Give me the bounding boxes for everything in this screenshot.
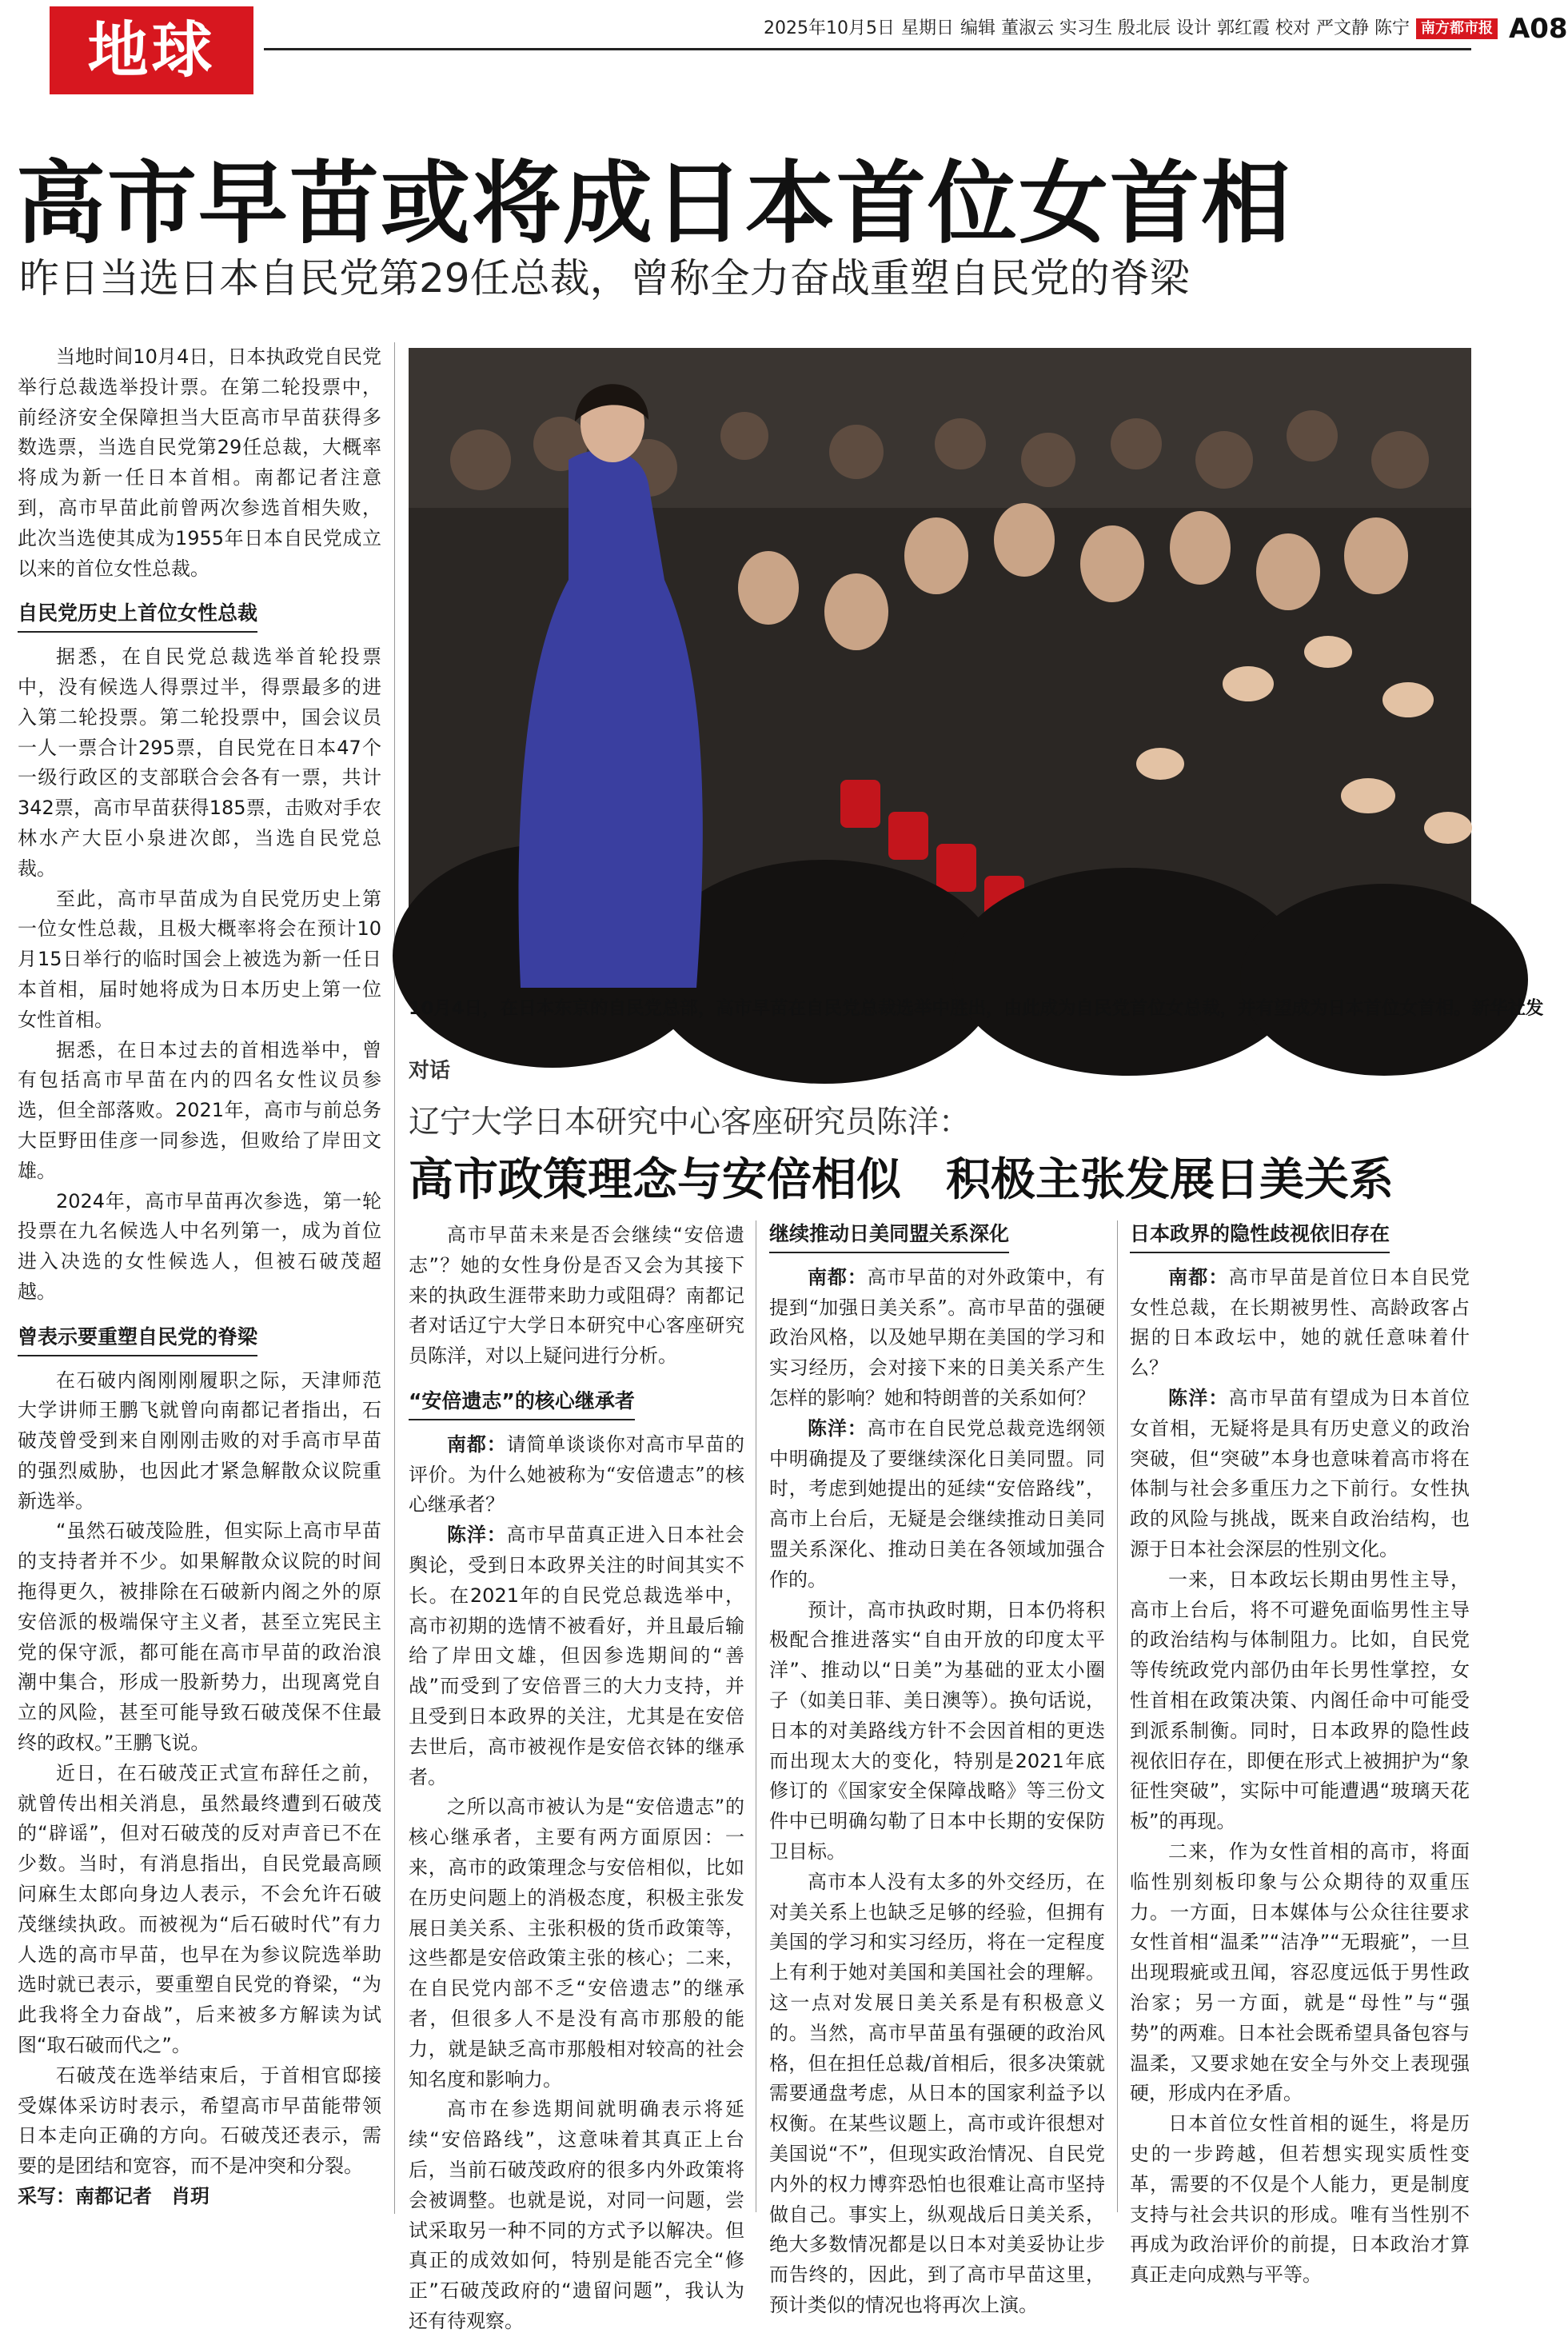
interview-label: 对话 xyxy=(409,1059,451,1083)
issue-weekday: 星期日 xyxy=(900,18,954,38)
page-subhead: 昨日当选日本自民党第29任总裁，曾称全力奋战重塑自民党的脊梁 xyxy=(19,255,1190,302)
article-subheading: 曾表示要重塑自民党的脊梁 xyxy=(18,1322,257,1356)
interview-column-3 xyxy=(1130,1203,1470,2291)
article-paragraph: 石破茂在选举结束后，于首相官邸接受媒体采访时表示，希望高市早苗能带领日本走向正确的方向。石破茂还表示，需要的是团结和宽容，而不是冲突和分裂。 xyxy=(18,2063,381,2178)
answer-paragraph: 二来，作为女性首相的高市，将面临性别刻板印象与公众期待的双重压力。一方面，日本媒体与公众往往要求女性首相“温柔”“洁净”“无瑕疵”，一旦出现瑕疵或丑闻，容忍度远低于男性政治家；另一方面，就是“母性”与“强势”的两难。日本社会既希望具备包容与温柔，又要求她在安全与外交上表现强硬，形成内在矛盾。 xyxy=(1130,1840,1470,2105)
photo-illustration xyxy=(409,348,1471,988)
answer-speaker: 陈洋： xyxy=(1168,1386,1229,1409)
issue-date: 2025年10月5日 xyxy=(764,18,895,38)
left-article-column xyxy=(18,342,381,2212)
column-divider xyxy=(394,342,395,2214)
article-subheading: 自民党历史上首位女性总裁 xyxy=(18,598,257,633)
answer-paragraph: 高市本人没有太多的外交经历，在对美关系上也缺乏足够的经验，但拥有美国的学习和实习经历，将在一定程度上有利于她对美国和美国社会的理解。这一点对发展日美关系是有积极意义的。当然，高市早苗虽有强硬的政治风格，但在担任总裁/首相后，很多决策就需要通盘考虑，从日本的国家利益予以权衡。在某些议题上，高市或许很想对美国说“不”，但现实政治情况、自民党内外的权力博弈恐怕也很难让高市坚持做自己。事实上，纵观战后日美关系，绝大多数情况都是以日本对美妥协让步而告终的，因此，到了高市早苗这里，预计类似的情况也将再次上演。 xyxy=(769,1870,1105,2316)
question-text: 请简单谈谈你对高市早苗的评价。为什么她被称为“安倍遗志”的核心继承者？ xyxy=(409,1432,745,1516)
answer-speaker: 陈洋： xyxy=(808,1416,868,1440)
interview-subheading: 日本政界的隐性歧视依旧存在 xyxy=(1130,1219,1390,1253)
article-paragraph: 据悉，在日本过去的首相选举中，曾有包括高市早苗在内的四名女性议员参选，但全部落败。2021年，高市与前总务大臣野田佳彦一同参选，但败给了岸田文雄。 xyxy=(18,1038,381,1182)
interview-subheading: “安倍遗志”的核心继承者 xyxy=(409,1386,635,1420)
column-divider xyxy=(1117,1220,1118,2212)
question-speaker: 南都： xyxy=(808,1265,868,1288)
section-tag: 地球 xyxy=(50,6,253,94)
interview-column-2 xyxy=(769,1203,1105,2321)
interview-subheading: 继续推动日美同盟关系深化 xyxy=(769,1219,1009,1253)
news-photo xyxy=(409,348,1471,988)
photo-caption: 10月4日，在日本东京的自民党总部，高市早苗在自民党总裁选举中胜出，由此成为自民党首位女总裁，并有望成为日本首位女首相。新华社发 xyxy=(409,998,1544,1019)
article-paragraph: 至此，高市早苗成为自民党历史上第一位女性总裁，且极大概率将会在预计10月15日举行的临时国会上被选为新一任日本首相，届时她将成为日本历史上第一位女性首相。 xyxy=(18,887,381,1031)
page-header-info xyxy=(764,13,1568,45)
reporter-credit: 采写：南都记者 肖玥 xyxy=(18,2185,209,2208)
answer-text: 高市早苗真正进入日本社会舆论，受到日本政界关注的时间其实不长。在2021年的自民党总裁选举中，高市初期的选情不被看好，并且最后输给了岸田文雄，但因参选期间的“善战”而受到了安倍晋三的大力支持，并且受到日本政界的关注，尤其是在安倍去世后，高市被视作是安倍衣钵的继承者。 xyxy=(409,1524,745,1788)
interview-subtitle: 辽宁大学日本研究中心客座研究员陈洋： xyxy=(409,1105,971,1141)
article-paragraph: 据悉，在自民党总裁选举首轮投票中，没有候选人得票过半，得票最多的进入第二轮投票。第二轮投票中，国会议员一人一票合计295票，自民党在日本47个一级行政区的支部联合会各有一票，共计342票，高市早苗获得185票，击败对手农林水产大臣小泉进次郎，当选自民党总裁。 xyxy=(18,645,381,880)
article-paragraph: 2024年，高市早苗再次参选，第一轮投票在九名候选人中名列第一，成为首位进入决选的女性候选人，但被石破茂超越。 xyxy=(18,1189,381,1303)
masthead-logo: 南方都市报 xyxy=(1416,18,1498,39)
answer-text: 高市在自民党总裁竞选纲领中明确提及了要继续深化日美同盟。同时，考虑到她提出的延续“安倍路线”，高市上台后，无疑是会继续推动日美同盟关系深化、推动日美在各领域加强合作的。 xyxy=(769,1416,1106,1591)
header-rule xyxy=(264,48,1471,50)
article-paragraph: “虽然石破茂险胜，但实际上高市早苗的支持者并不少。如果解散众议院的时间拖得更久，被排除在石破新内阁之外的原安倍派的极端保守主义者，甚至立宪民主党的保守派，都可能在高市早苗的政治浪潮中集合，形成一股新势力，出现离党自立的风险，甚至可能导致石破茂保不住最终的政权。”王鹏飞说。 xyxy=(18,1520,381,1755)
answer-paragraph: 高市在参选期间就明确表示将延续“安倍路线”，这意味着其真正上台后，当前石破茂政府的很多内外政策将会被调整。也就是说，对同一问题，尝试采取另一种不同的方式予以解决。但真正的成效如何，特别是能否完全“修正”石破茂政府的“遗留问题”，我认为还有待观察。 xyxy=(409,2098,744,2332)
question-text: 高市早苗是首位日本自民党女性总裁，在长期被男性、高龄政客占据的日本政坛中，她的就任意味着什么？ xyxy=(1130,1265,1470,1380)
interview-intro: 高市早苗未来是否会继续“安倍遗志”？她的女性身份是否又会为其接下来的执政生涯带来助力或阻碍？南都记者对话辽宁大学日本研究中心客座研究员陈洋，对以上疑问进行分析。 xyxy=(409,1224,744,1368)
answer-paragraph: 一来，日本政坛长期由男性主导，高市上台后，将不可避免面临男性主导的政治结构与体制阻力。比如，自民党等传统政党内部仍由年长男性掌控，女性首相在政策决策、内阁任命中可能受到派系制衡。同时，日本政界的隐性歧视依旧存在，即便在形式上被拥护为“象征性突破”，实际中可能遭遇“玻璃天花板”的再现。 xyxy=(1130,1568,1470,1833)
answer-paragraph: 之所以高市被认为是“安倍遗志”的核心继承者，主要有两方面原因：一来，高市的政策理念与安倍相似，比如在历史问题上的消极态度，积极主张发展日美关系、主张积极的货币政策等，这些都是安倍政策主张的核心；二来，在自民党内部不乏“安倍遗志”的继承者，但很多人不是没有高市那般的能力，就是缺乏高市那般相对较高的社会知名度和影响力。 xyxy=(409,1796,744,2091)
question-text: 高市早苗的对外政策中，有提到“加强日美关系”。高市早苗的强硬政治风格，以及她早期在美国的学习和实习经历，会对接下来的日美关系产生怎样的影响？她和特朗普的关系如何？ xyxy=(769,1265,1106,1409)
article-paragraph: 当地时间10月4日，日本执政党自民党举行总裁选举投计票。在第二轮投票中，前经济安全保障担当大臣高市早苗获得多数选票，当选自民党第29任总裁，大概率将成为新一任日本首相。南都记者注意到，高市早苗此前曾两次参选首相失败，此次当选使其成为1955年日本自民党成立以来的首位女性总裁。 xyxy=(18,346,381,580)
question-speaker: 南都： xyxy=(1168,1265,1229,1288)
question-speaker: 南都： xyxy=(447,1432,507,1456)
answer-text: 高市早苗有望成为日本首位女首相，无疑将是具有历史意义的政治突破，但“突破”本身也意味着高市将在体制与社会多重压力之下前行。女性执政的风险与挑战，既来自政治结构，也源于日本社会深层的性别文化。 xyxy=(1130,1386,1470,1560)
answer-paragraph: 日本首位女性首相的诞生，将是历史的一步跨越，但若想实现实质性变革，需要的不仅是个人能力，更是制度支持与社会共识的形成。唯有当性别不再成为政治评价的前提，日本政治才算真正走向成熟与平等。 xyxy=(1130,2112,1470,2287)
page-headline: 高市早苗或将成日本首位女首相 xyxy=(16,152,1292,256)
answer-paragraph: 预计，高市执政时期，日本仍将积极配合推进落实“自由开放的印度太平洋”、推动以“日美”为基础的亚太小圈子（如美日菲、美日澳等）。换句话说，日本的对美路线方针不会因首相的更迭而出现太大的变化，特别是2021年底修订的《国家安全保障战略》等三份文件中已明确勾勒了日本中长期的安保防卫目标。 xyxy=(769,1598,1105,1863)
page-number: A08 xyxy=(1508,13,1568,45)
article-paragraph: 近日，在石破茂正式宣布辞任之前，就曾传出相关消息，虽然最终遭到石破茂的“辟谣”，但对石破茂的反对声音已不在少数。当时，有消息指出，自民党最高顾问麻生太郎向身边人表示，不会允许石破茂继续执政。而被视为“后石破时代”有力人选的高市早苗，也早在为参议院选举助选时就已表示，要重塑自民党的脊梁，“为此我将全力奋战”，后来被多方解读为试图“取石破而代之”。 xyxy=(18,1761,381,2057)
interview-column-1 xyxy=(409,1220,744,2337)
article-paragraph: 在石破内阁刚刚履职之际，天津师范大学讲师王鹏飞就曾向南都记者指出，石破茂曾受到来自刚刚击败的对手高市早苗的强烈威胁，也因此才紧急解散众议院重新选举。 xyxy=(18,1368,381,1512)
answer-speaker: 陈洋： xyxy=(447,1524,507,1547)
staff-credits: 编辑 董淑云 实习生 殷北辰 设计 郭红霞 校对 严文静 陈宁 xyxy=(960,18,1410,38)
interview-title: 高市政策理念与安倍相似 积极主张发展日美关系 xyxy=(409,1154,1394,1206)
